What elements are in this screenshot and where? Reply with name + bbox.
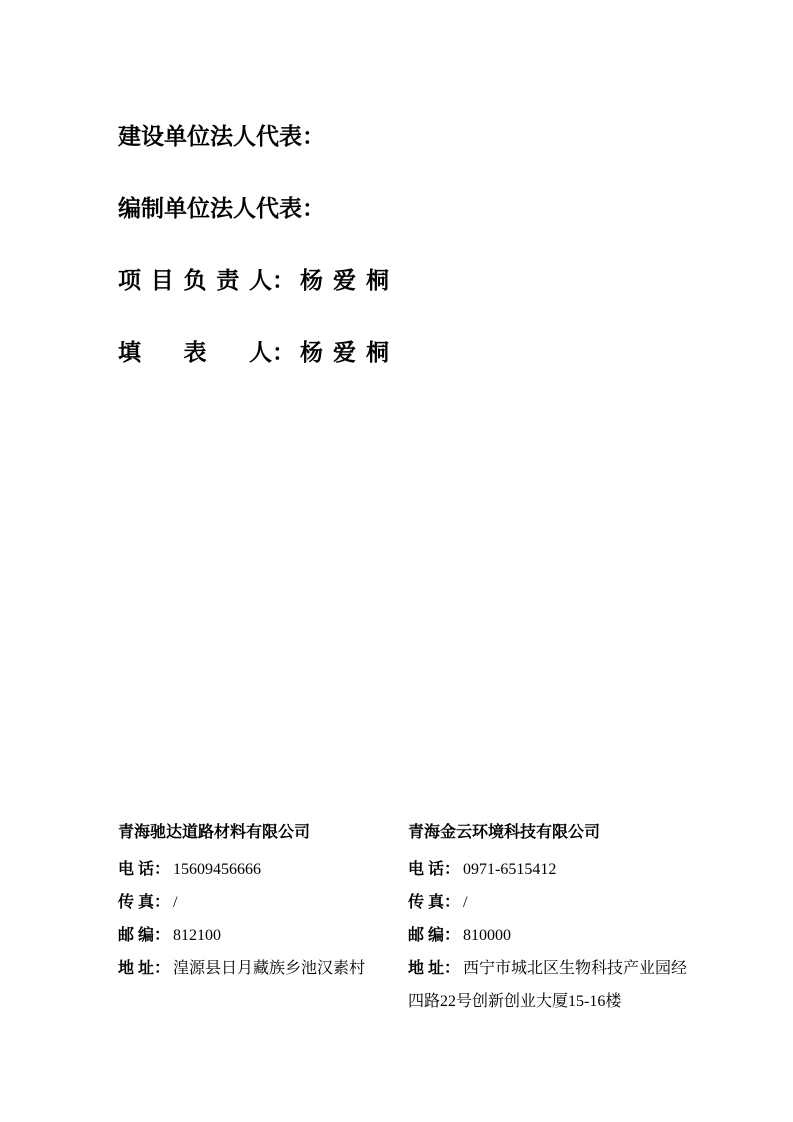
construction-unit-representative-line	[118, 123, 399, 150]
postcode-value: 812100	[173, 927, 222, 944]
signature-section	[118, 123, 399, 366]
project-leader-line	[118, 267, 399, 294]
postcode-label: 邮 编：	[408, 927, 461, 944]
postcode-value: 810000	[463, 927, 512, 944]
project-leader-label: 项目负责人	[118, 268, 272, 293]
postcode-row	[408, 919, 698, 952]
form-filler-label: 填表人	[118, 340, 272, 365]
construction-unit-representative-label: 建设单位法人代表：	[118, 124, 325, 149]
phone-value: 0971-6515412	[463, 861, 557, 878]
compilation-company-contact	[408, 816, 698, 1018]
address-row	[408, 952, 698, 1018]
company-name: 青海驰达道路材料有限公司	[118, 824, 311, 841]
phone-row	[118, 853, 408, 886]
form-filler-name: 杨爱桐	[300, 340, 399, 365]
address-label: 地 址：	[408, 960, 461, 977]
fax-label: 传 真：	[118, 894, 171, 911]
fax-row	[118, 886, 408, 919]
fax-row	[408, 886, 698, 919]
address-row	[118, 952, 408, 985]
address-value: 西宁市城北区生物科技产业园经四路22号创新创业大厦15-16楼	[408, 960, 688, 1010]
fax-value: /	[173, 894, 178, 911]
fax-label: 传 真：	[408, 894, 461, 911]
compilation-unit-representative-line	[118, 195, 399, 222]
project-leader-colon: ：	[272, 268, 295, 293]
address-value: 湟源县日月藏族乡池汉素村	[173, 960, 366, 977]
address-label: 地 址：	[118, 960, 171, 977]
phone-label: 电 话：	[408, 861, 461, 878]
project-leader-name: 杨爱桐	[300, 268, 399, 293]
company-name: 青海金云环境科技有限公司	[408, 824, 601, 841]
construction-company-contact	[118, 816, 408, 1018]
form-filler-line	[118, 339, 399, 366]
phone-value: 15609456666	[173, 861, 262, 878]
contact-info-section	[118, 816, 698, 1018]
phone-label: 电 话：	[118, 861, 171, 878]
fax-value: /	[463, 894, 468, 911]
compilation-unit-representative-label: 编制单位法人代表：	[118, 196, 325, 221]
form-filler-colon: ：	[272, 340, 295, 365]
phone-row	[408, 853, 698, 886]
postcode-label: 邮 编：	[118, 927, 171, 944]
postcode-row	[118, 919, 408, 952]
